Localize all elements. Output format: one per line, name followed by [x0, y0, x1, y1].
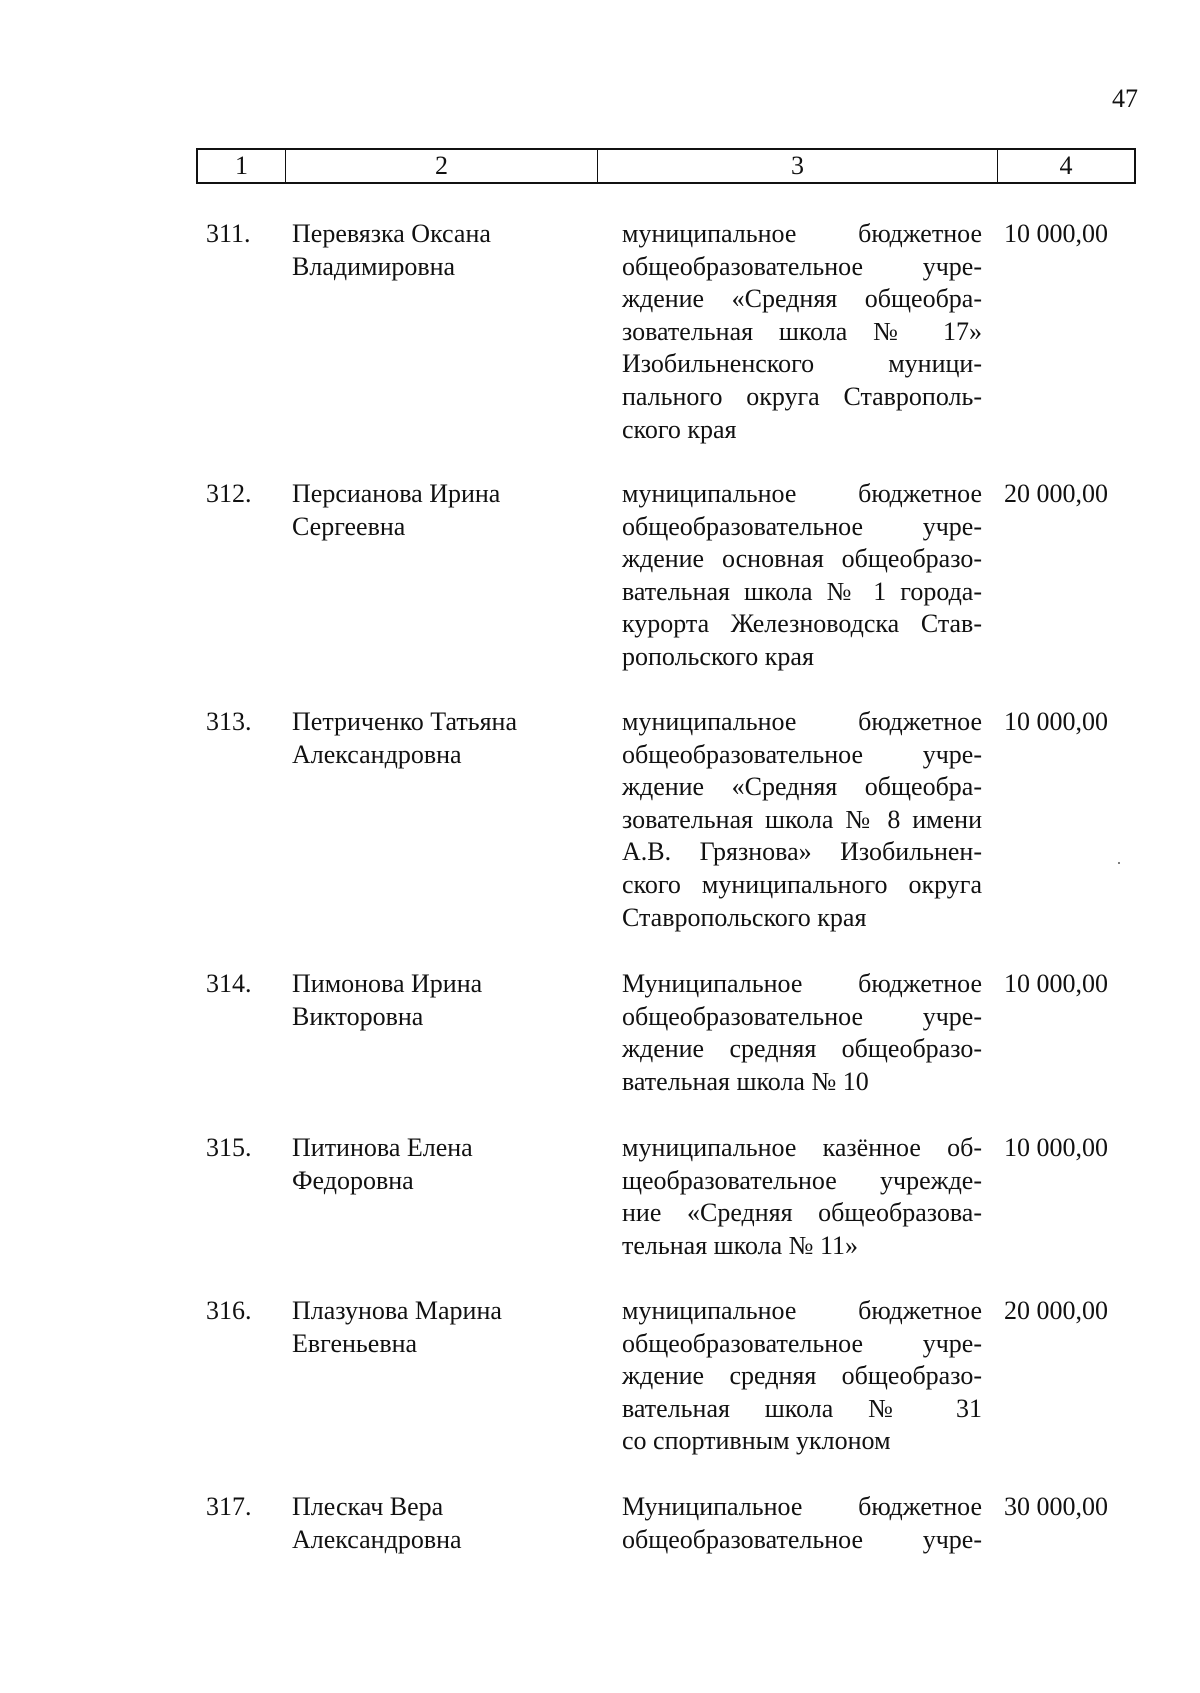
organization: Муниципальное бюджетное общеобразовательное учре-	[622, 1492, 982, 1554]
organization: муниципальное бюджетное общеобразовательное учре- ждение «Средняя общеобра- зовательная школа № 17» Изобильненского муници- пального округа Ставрополь- ского края	[622, 219, 982, 444]
header-col-2: 2	[286, 150, 598, 182]
header-col-4: 4	[1059, 151, 1073, 180]
header-col-3: 3	[598, 150, 998, 182]
row-number: 314.	[206, 969, 252, 998]
organization: муниципальное бюджетное общеобразовательное учре- ждение средняя общеобразо- вательная школа № 31 со спортивным уклоном	[622, 1296, 982, 1456]
table-header	[196, 148, 1136, 184]
scan-speck	[1118, 862, 1120, 864]
recipient-name: Персианова Ирина Сергеевна	[292, 479, 501, 541]
organization: Муниципальное бюджетное общеобразовательное учре- ждение средняя общеобразо- вательная школа № 10	[622, 969, 982, 1096]
recipient-name: Плазунова Марина Евгеньевна	[292, 1296, 502, 1358]
amount: 10 000,00	[1004, 1133, 1108, 1162]
row-number: 313.	[206, 707, 252, 736]
amount: 30 000,00	[1004, 1492, 1108, 1521]
row-number: 316.	[206, 1296, 252, 1325]
recipient-name: Пимонова Ирина Викторовна	[292, 969, 483, 1031]
recipient-name: Питинова Елена Федоровна	[292, 1133, 473, 1195]
organization: муниципальное бюджетное общеобразовательное учре- ждение основная общеобразо- вательная школа № 1 города- курорта Железноводска Став- ропольского края	[622, 479, 982, 671]
amount: 10 000,00	[1004, 969, 1108, 998]
organization: муниципальное казённое об- щеобразовательное учрежде- ние «Средняя общеобразова- тельная школа № 11»	[622, 1133, 982, 1260]
amount: 10 000,00	[1004, 219, 1108, 248]
recipient-name: Перевязка Оксана Владимировна	[292, 219, 491, 281]
row-number: 311.	[206, 219, 251, 248]
recipient-name: Плескач Вера Александровна	[292, 1492, 462, 1554]
amount: 20 000,00	[1004, 1296, 1108, 1325]
header-col-1: 1	[198, 150, 286, 182]
recipient-name: Петриченко Татьяна Александровна	[292, 707, 517, 769]
organization: муниципальное бюджетное общеобразовательное учре- ждение «Средняя общеобра- зовательная школа № 8 имени А.В. Грязнова» Изобильнен- ского муниципального округа Ставропольского края	[622, 707, 982, 932]
amount: 10 000,00	[1004, 707, 1108, 736]
page-number: 47	[1112, 84, 1138, 113]
row-number: 312.	[206, 479, 252, 508]
row-number: 317.	[206, 1492, 252, 1521]
row-number: 315.	[206, 1133, 252, 1162]
amount: 20 000,00	[1004, 479, 1108, 508]
